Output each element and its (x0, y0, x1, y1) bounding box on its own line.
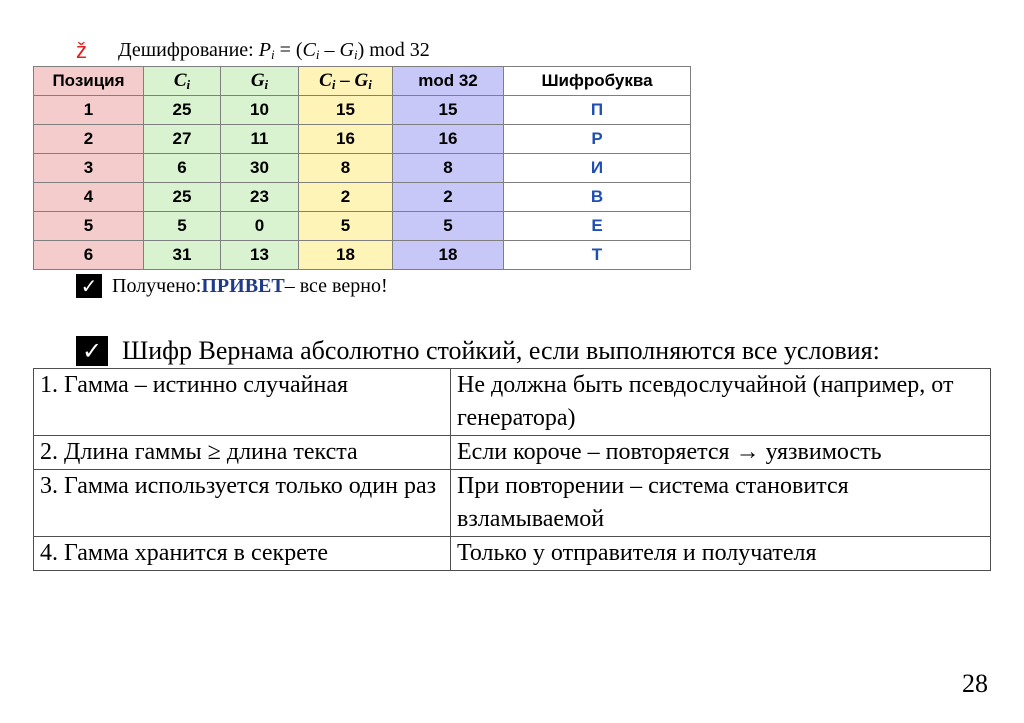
decryption-header-row (34, 67, 691, 96)
cell-position: 3 (34, 154, 144, 183)
cell-mod: 18 (393, 241, 504, 270)
header-ci (144, 67, 221, 96)
table-row (34, 470, 991, 537)
cell-diff: 2 (299, 183, 393, 212)
formula-header (76, 38, 430, 64)
formula-p: P (258, 39, 271, 61)
table-row (34, 183, 691, 212)
cell-letter: И (504, 154, 691, 183)
bullet-mark-icon: ž (76, 38, 87, 63)
condition-cell: 4. Гамма хранится в секрете (34, 537, 451, 571)
cell-gi: 11 (221, 125, 299, 154)
cell-letter: Е (504, 212, 691, 241)
table-row (34, 125, 691, 154)
formula-sub-g: i (353, 47, 358, 62)
cell-ci: 5 (144, 212, 221, 241)
condition-cell: 3. Гамма используется только один раз (34, 470, 451, 537)
condition-cell: 1. Гамма – истинно случайная (34, 369, 451, 436)
cell-position: 4 (34, 183, 144, 212)
formula-minus: – (319, 39, 340, 61)
cell-position: 1 (34, 96, 144, 125)
cell-mod: 16 (393, 125, 504, 154)
condition-note-cell: При повторении – система становится взламываемой (451, 470, 991, 537)
condition-note-cell: Если короче – повторяется → уязвимость (451, 436, 991, 470)
checkmark-icon: ✓ (76, 336, 108, 366)
header-gi-sub: i (264, 76, 269, 92)
cell-letter: П (504, 96, 691, 125)
cell-diff: 18 (299, 241, 393, 270)
header-diff (299, 67, 393, 96)
cell-ci: 25 (144, 96, 221, 125)
cell-gi: 10 (221, 96, 299, 125)
cell-ci: 25 (144, 183, 221, 212)
cell-gi: 30 (221, 154, 299, 183)
cell-position: 2 (34, 125, 144, 154)
table-row (34, 96, 691, 125)
header-gi (221, 67, 299, 96)
cell-diff: 5 (299, 212, 393, 241)
table-row (34, 537, 991, 571)
header-diff-g: G (354, 69, 369, 91)
formula-text (118, 39, 430, 63)
cell-mod: 15 (393, 96, 504, 125)
formula-c: C (302, 39, 316, 61)
header-ci-sub: i (186, 76, 191, 92)
cell-gi: 23 (221, 183, 299, 212)
page-number: 28 (962, 669, 988, 698)
table-row (34, 436, 991, 470)
decryption-table (33, 66, 691, 270)
cell-mod: 8 (393, 154, 504, 183)
formula-eq: = ( (274, 39, 303, 61)
cell-ci: 27 (144, 125, 221, 154)
table-row (34, 154, 691, 183)
cell-letter: Р (504, 125, 691, 154)
table-row (34, 212, 691, 241)
result-suffix: – все верно! (284, 274, 388, 297)
condition-note-cell: Только у отправителя и получателя (451, 537, 991, 571)
header-diff-c: C (319, 69, 332, 91)
result-word: ПРИВЕТ (201, 274, 285, 297)
header-letter: Шифробуква (504, 67, 691, 96)
cell-letter: В (504, 183, 691, 212)
conditions-table (33, 368, 991, 571)
formula-tail: ) mod 32 (357, 39, 430, 61)
header-gi-letter: G (250, 69, 265, 91)
formula-g: G (339, 39, 354, 61)
formula-sub-p: i (270, 47, 275, 62)
header-diff-minus: – (335, 69, 355, 91)
header-diff-g-sub: i (368, 76, 372, 92)
cell-ci: 6 (144, 154, 221, 183)
cell-ci: 31 (144, 241, 221, 270)
condition-note-cell: Не должна быть псевдослучайной (например, от генератора) (451, 369, 991, 436)
cell-diff: 8 (299, 154, 393, 183)
header-position: Позиция (34, 67, 144, 96)
cell-mod: 2 (393, 183, 504, 212)
result-prefix: Получено: (112, 274, 202, 297)
conditions-title (76, 335, 880, 367)
formula-sub-c: i (315, 47, 320, 62)
cell-mod: 5 (393, 212, 504, 241)
table-row (34, 369, 991, 436)
condition-cell: 2. Длина гаммы ≥ длина текста (34, 436, 451, 470)
table-row (34, 241, 691, 270)
cell-gi: 13 (221, 241, 299, 270)
cell-letter: Т (504, 241, 691, 270)
result-line (76, 272, 388, 300)
formula-label: Дешифрование: (118, 39, 254, 61)
cell-gi: 0 (221, 212, 299, 241)
cell-diff: 16 (299, 125, 393, 154)
cell-position: 6 (34, 241, 144, 270)
cell-position: 5 (34, 212, 144, 241)
conditions-title-text: Шифр Вернама абсолютно стойкий, если выполняются все условия: (122, 336, 880, 365)
header-ci-letter: C (173, 69, 187, 91)
cell-diff: 15 (299, 96, 393, 125)
header-mod: mod 32 (393, 67, 504, 96)
checkmark-icon: ✓ (76, 274, 102, 298)
header-diff-c-sub: i (331, 76, 336, 92)
